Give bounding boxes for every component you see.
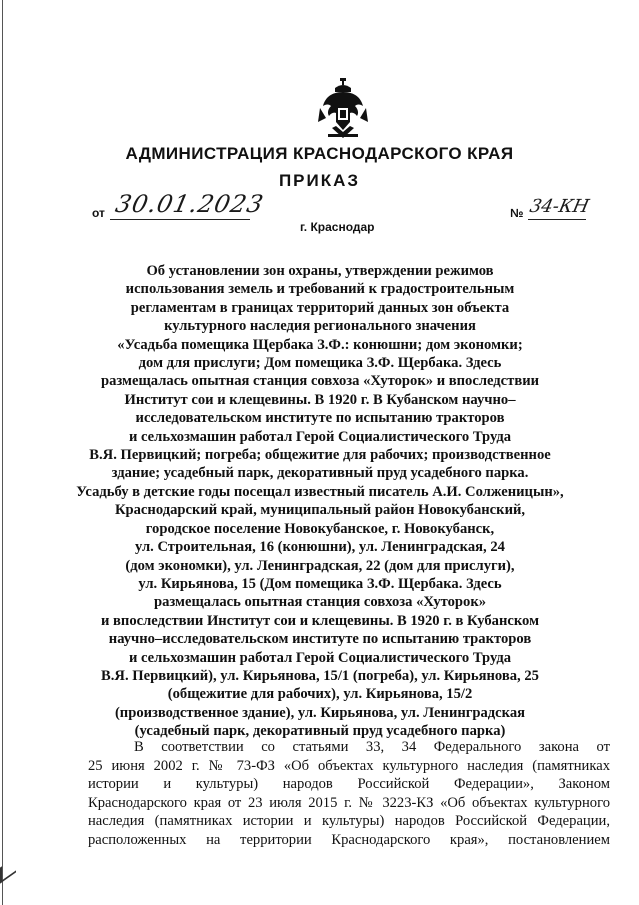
body-line: расположенных на территории Краснодарского края», постановлением [88, 831, 610, 848]
heading-line: размещалась опытная станция совхоза «Хуторок» [153, 594, 487, 611]
order-body [88, 738, 610, 849]
heading-line: исследовательском институте по испытанию тракторов [135, 410, 505, 427]
date-prefix: от [92, 206, 105, 220]
heading-line: ул. Строительная, 16 (конюшни), ул. Ленинградская, 24 [135, 539, 505, 556]
heading-line: В.Я. Первицкий), ул. Кирьянова, 15/1 (погреба), ул. Кирьянова, 25 [101, 667, 539, 684]
heading-line: регламентам в границах территорий данных зон объекта [130, 299, 510, 316]
heading-line: городское поселение Новокубанское, г. Новокубанск, [145, 520, 495, 537]
heading-line: культурного наследия регионального значения [164, 318, 476, 335]
body-line: наследия (памятниках истории и культуры) народов Российской Федерации, [88, 813, 610, 829]
body-line: 25 июня 2002 г. № 73-ФЗ «Об объектах культурного наследия (памятниках [88, 757, 610, 774]
order-heading [60, 262, 580, 741]
document-type: ПРИКАЗ [278, 171, 361, 190]
body-line: Краснодарского края от 23 июля 2015 г. № 3223-КЗ «Об объектах культурного [88, 794, 610, 811]
city-label: г. Краснодар [300, 220, 375, 234]
heading-line: и впоследствии Институт сои и клещевины. В 1920 г. в Кубанском [100, 612, 540, 629]
heading-line: «Усадьба помещика Щербака З.Ф.: конюшни; дом экономки; [117, 336, 523, 353]
heading-line: Об установлении зон охраны, утверждении режимов [146, 263, 494, 279]
handwritten-date: 30.01.2023 [113, 190, 267, 218]
coat-of-arms-icon [318, 78, 368, 140]
heading-line: Краснодарский край, муниципальный район Новокубанский, [114, 502, 526, 519]
number-underline [528, 219, 586, 220]
heading-line: (общежитие для рабочих), ул. Кирьянова, 15/2 [167, 686, 473, 703]
heading-line: и сельхозмашин работал Герой Социалистического Труда [128, 649, 512, 666]
body-line: истории и культуры) народов Российской Федерации», Законом [88, 776, 610, 792]
date-underline [110, 219, 250, 220]
organization-title: АДМИНИСТРАЦИЯ КРАСНОДАРСКОГО КРАЯ [125, 144, 514, 163]
heading-line: (дом экономки), ул. Ленинградская, 22 (дом для прислуги), [125, 557, 515, 574]
heading-line: использования земель и требований к градостроительным [125, 281, 515, 298]
heading-line: В.Я. Первицкий; погреба; общежитие для рабочих; производственное [89, 447, 551, 464]
heading-line: (усадебный парк, декоративный пруд усадебного парка) [134, 723, 506, 740]
heading-line: Институт сои и клещевины. В 1920 г. В Кубанском научно– [124, 391, 516, 408]
heading-line: научно–исследовательском институте по испытанию тракторов [108, 631, 532, 648]
heading-line: и сельхозмашин работал Герой Социалистического Труда [128, 428, 512, 445]
handwritten-number: 34-КН [527, 196, 591, 217]
heading-line: ул. Кирьянова, 15 (Дом помещика З.Ф. Щербака. Здесь [138, 575, 502, 592]
heading-line: (производственное здание), ул. Кирьянова, ул. Ленинградская [114, 704, 526, 721]
heading-line: здание; усадебный парк, декоративный пруд усадебного парка. [111, 465, 529, 482]
scan-edge [2, 0, 3, 905]
body-line: В соответствии со статьями 33, 34 Федерального закона от [134, 739, 610, 755]
number-prefix: № [510, 206, 524, 220]
heading-line: размещалась опытная станция совхоза «Хуторок» и впоследствии [100, 373, 540, 390]
heading-line: Усадьбу в детские годы посещал известный писатель А.И. Солженицын», [76, 483, 564, 500]
heading-line: дом для прислуги; Дом помещика З.Ф. Щербака. Здесь [138, 355, 502, 372]
